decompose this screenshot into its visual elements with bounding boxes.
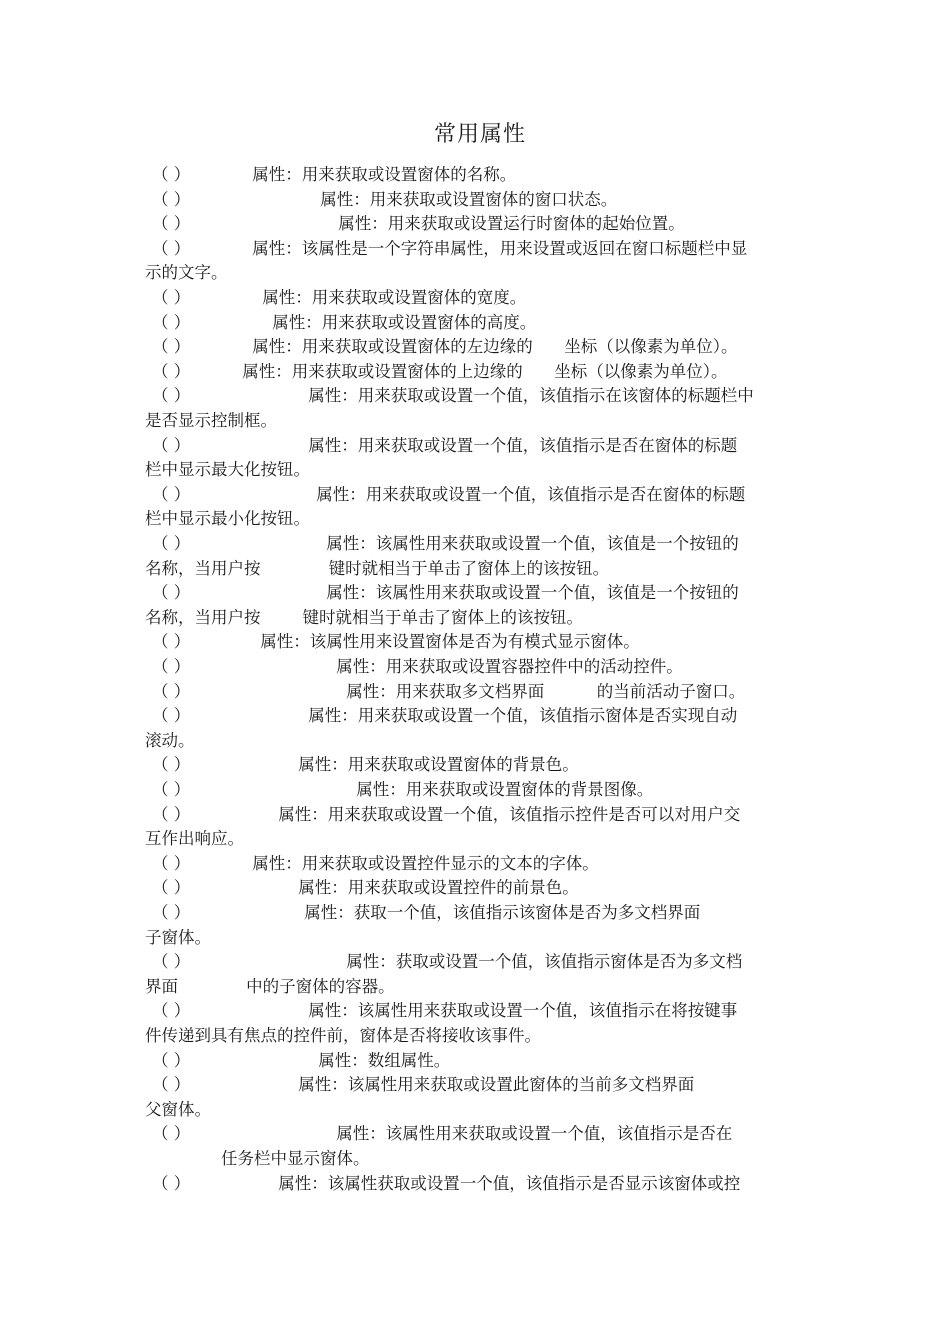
property-line-continuation — [145, 507, 815, 531]
property-description: 属性：用来获取或设置窗体的高度。 — [272, 312, 537, 332]
property-description: 属性：用来获取或设置控件的前景色。 — [298, 878, 579, 898]
property-line-continuation — [145, 458, 815, 482]
property-description: 属性：用来获取或设置窗体的窗口状态。 — [320, 189, 618, 209]
blank-parentheses: （ ） — [152, 706, 191, 726]
property-description: 属性：该属性是一个字符串属性，用来设置或返回在窗口标题栏中显 — [252, 238, 748, 258]
property-line — [152, 1122, 822, 1146]
property-line — [152, 876, 822, 900]
property-description: 属性：用来获取或设置一个值，该值指示在该窗体的标题栏中 — [308, 386, 754, 406]
blank-parentheses: （ ） — [152, 361, 191, 381]
property-description: 属性：用来获取或设置窗体的宽度。 — [262, 288, 527, 307]
property-line-continuation — [145, 557, 815, 581]
property-description: 属性：用来获取或设置窗体的上边缘的 坐标（以像素为单位）。 — [242, 361, 728, 381]
blank-parentheses: （ ） — [152, 632, 191, 652]
property-line-continuation — [145, 827, 815, 851]
property-line — [152, 680, 822, 704]
blank-parentheses: （ ） — [152, 214, 191, 234]
property-line — [152, 188, 822, 212]
property-description: 滚动。 — [145, 730, 195, 750]
blank-parentheses: （ ） — [152, 657, 191, 676]
blank-parentheses: （ ） — [152, 1050, 191, 1070]
property-line — [152, 753, 822, 777]
blank-parentheses: （ ） — [152, 484, 191, 504]
property-description: 属性：用来获取或设置窗体的左边缘的 坐标（以像素为单位）。 — [252, 337, 738, 357]
property-description: 栏中显示最大化按钮。 — [145, 460, 310, 480]
property-description: 是否显示控制框。 — [145, 411, 277, 430]
property-description: 任务栏中显示窗体。 — [221, 1149, 370, 1168]
property-description: 属性：用来获取或设置容器控件中的活动控件。 — [336, 657, 683, 676]
blank-parentheses: （ ） — [152, 337, 191, 357]
blank-parentheses: （ ） — [152, 681, 191, 701]
property-line — [152, 852, 822, 876]
blank-parentheses: （ ） — [152, 903, 191, 922]
property-description: 名称，当用户按 键时就相当于单击了窗体上的该按钮。 — [145, 558, 610, 578]
property-description: 栏中显示最小化按钮。 — [145, 509, 310, 529]
property-line — [152, 803, 822, 827]
property-line-continuation — [145, 1098, 815, 1122]
property-description: 属性：用来获取或设置一个值，该值指示窗体是否实现自动 — [308, 706, 738, 726]
blank-parentheses: （ ） — [152, 1075, 191, 1095]
blank-parentheses: （ ） — [152, 583, 191, 603]
property-description: 属性：用来获取或设置窗体的背景色。 — [298, 755, 579, 775]
property-line — [152, 950, 822, 974]
property-description: 属性：用来获取或设置一个值，该值指示控件是否可以对用户交 — [278, 804, 741, 824]
blank-parentheses: （ ） — [152, 1173, 191, 1193]
property-line — [152, 999, 822, 1023]
blank-parentheses: （ ） — [152, 1124, 191, 1144]
blank-parentheses: （ ） — [152, 755, 191, 775]
property-line — [152, 532, 822, 556]
property-description: 件传递到具有焦点的控件前，窗体是否将接收该事件。 — [145, 1026, 541, 1045]
property-line — [152, 630, 822, 654]
property-line-continuation — [145, 409, 815, 433]
property-description: 子窗体。 — [145, 927, 211, 947]
property-description: 属性：该属性获取或设置一个值，该值指示是否显示该窗体或控 — [278, 1173, 741, 1193]
property-line — [152, 212, 822, 236]
property-line — [152, 360, 822, 384]
property-description: 属性：用来获取或设置一个值，该值指示是否在窗体的标题 — [316, 484, 746, 504]
property-description: 示的文字。 — [145, 263, 228, 283]
property-line — [152, 434, 822, 458]
blank-parentheses: （ ） — [152, 189, 191, 209]
property-description: 父窗体。 — [145, 1099, 211, 1119]
blank-parentheses: （ ） — [152, 878, 191, 898]
property-line — [152, 335, 822, 359]
blank-parentheses: （ ） — [152, 1001, 191, 1021]
property-line — [152, 237, 822, 261]
property-line — [152, 901, 822, 925]
property-line — [152, 1049, 822, 1073]
property-description: 互作出响应。 — [145, 829, 244, 849]
blank-parentheses: （ ） — [152, 435, 191, 455]
property-description: 属性：用来获取多文档界面 的当前活动子窗口。 — [346, 681, 746, 701]
property-line — [152, 704, 822, 728]
property-description: 属性：该属性用来设置窗体是否为有模式显示窗体。 — [260, 632, 640, 652]
property-description: 属性：用来获取或设置一个值，该值指示是否在窗体的标题 — [308, 435, 738, 455]
property-description: 名称，当用户按 键时就相当于单击了窗体上的该按钮。 — [145, 607, 583, 627]
blank-parentheses: （ ） — [152, 288, 191, 307]
property-line — [152, 1073, 822, 1097]
property-description: 界面 中的子窗体的容器。 — [145, 976, 395, 996]
property-line — [152, 655, 822, 679]
property-line-continuation — [145, 606, 815, 630]
property-line — [152, 384, 822, 408]
property-description: 属性：数组属性。 — [318, 1050, 451, 1070]
property-line — [152, 483, 822, 507]
page-title: 常用属性 — [433, 122, 526, 147]
blank-parentheses: （ ） — [152, 853, 191, 873]
property-line-continuation — [145, 261, 815, 285]
blank-parentheses: （ ） — [152, 386, 191, 406]
property-description: 属性：获取或设置一个值，该值指示窗体是否为多文档 — [346, 952, 743, 972]
property-line — [152, 163, 822, 187]
property-description: 属性：该属性用来获取或设置一个值，该值是一个按钮的 — [326, 583, 739, 603]
property-description: 属性：用来获取或设置控件显示的文本的字体。 — [252, 853, 599, 873]
property-description: 属性：该属性用来获取或设置一个值，该值指示是否在 — [336, 1124, 733, 1144]
property-description: 属性：该属性用来获取或设置一个值，该值是一个按钮的 — [326, 534, 739, 553]
blank-parentheses: （ ） — [152, 780, 191, 799]
property-line — [152, 1172, 822, 1196]
blank-parentheses: （ ） — [152, 165, 191, 184]
property-line — [152, 286, 822, 310]
blank-parentheses: （ ） — [152, 312, 191, 332]
property-line — [152, 311, 822, 335]
blank-parentheses: （ ） — [152, 238, 191, 258]
property-description: 属性：获取一个值，该值指示该窗体是否为多文档界面 — [304, 903, 701, 922]
property-line-continuation — [145, 975, 815, 999]
property-line-continuation — [145, 926, 815, 950]
property-description: 属性：该属性用来获取或设置此窗体的当前多文档界面 — [298, 1075, 695, 1095]
property-description: 属性：用来获取或设置窗体的背景图像。 — [356, 780, 654, 799]
property-line-continuation — [145, 1147, 891, 1171]
property-description: 属性：用来获取或设置运行时窗体的起始位置。 — [338, 214, 685, 234]
blank-parentheses: （ ） — [152, 952, 191, 972]
blank-parentheses: （ ） — [152, 804, 191, 824]
property-description: 属性：用来获取或设置窗体的名称。 — [252, 165, 517, 184]
blank-parentheses: （ ） — [152, 534, 191, 553]
property-line — [152, 581, 822, 605]
property-description: 属性：该属性用来获取或设置一个值，该值指示在将按键事 — [308, 1001, 738, 1021]
property-line-continuation — [145, 729, 815, 753]
property-line-continuation — [145, 1024, 815, 1048]
property-line — [152, 778, 822, 802]
